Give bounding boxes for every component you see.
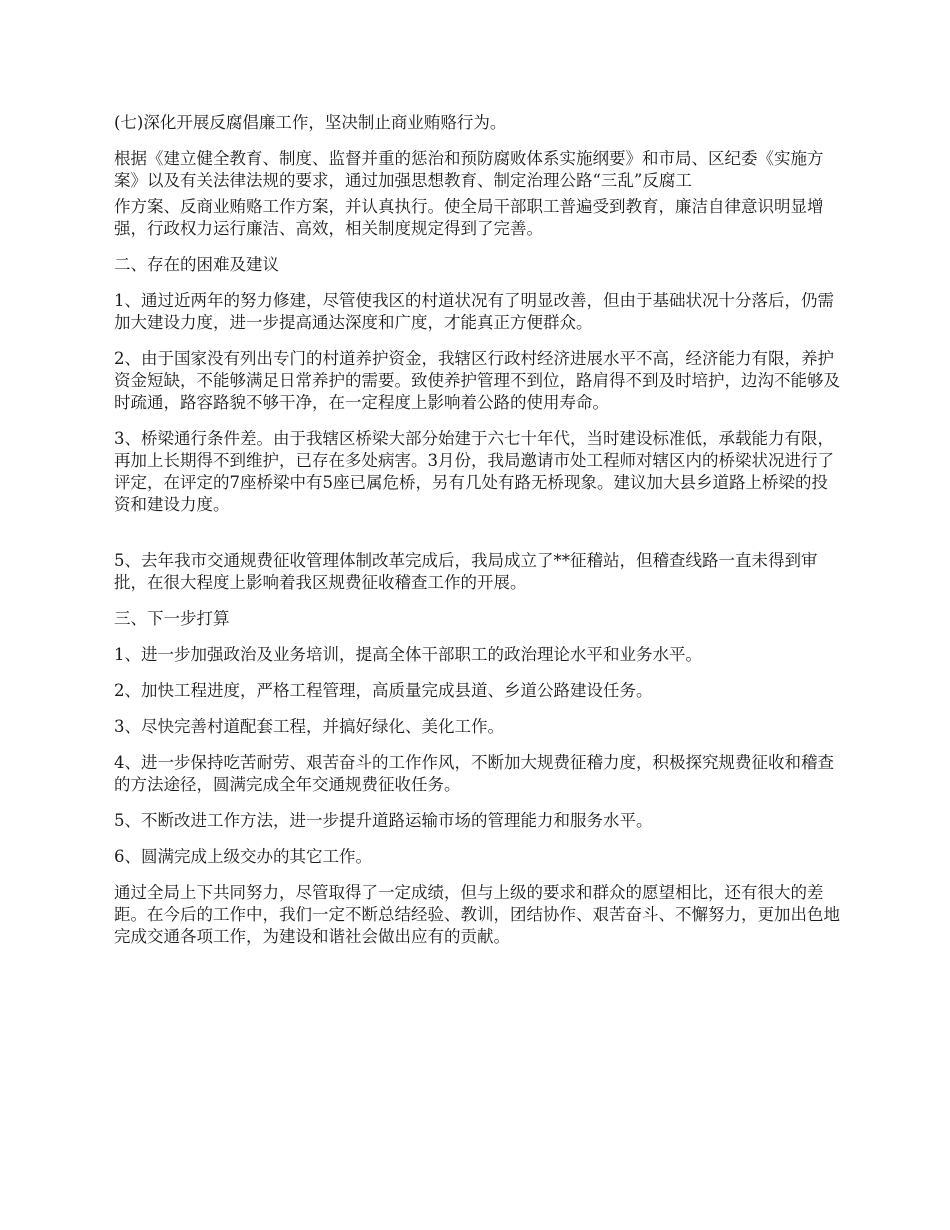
- paragraph-anticorruption-result: 作方案、反商业贿赂工作方案，并认真执行。使全局干部职工普遍受到教育，廉洁自律意识明显增强，行政权力运行廉洁、高效，相关制度规定得到了完善。: [114, 197, 824, 238]
- paragraph-conclusion: 通过全局上下共同努力，尽管取得了一定成绩，但与上级的要求和群众的愿望相比，还有很大的差距。在今后的工作中，我们一定不断总结经验、教训，团结协作、艰苦奋斗、不懈努力，更加出色地完成交通各项工作，为建设和谐社会做出应有的贡献。: [114, 883, 840, 946]
- list-item-difficulty-1: 1、通过近两年的努力修建，尽管使我区的村道状况有了明显改善，但由于基础状况十分落后，仍需加大建设力度，进一步提高通达深度和广度，才能真正方便群众。: [114, 291, 834, 332]
- list-item-difficulty-5: 5、去年我市交通规费征收管理体制改革完成后，我局成立了**征稽站，但稽查线路一直未得到审批，在很大程度上影响着我区规费征收稽查工作的开展。: [114, 551, 818, 592]
- list-item-plan-6: 6、圆满完成上级交办的其它工作。: [114, 847, 372, 866]
- document-body: [114, 112, 842, 962]
- list-item-plan-2: 2、加快工程进度，严格工程管理，高质量完成县道、乡道公路建设任务。: [114, 681, 653, 700]
- blank-gap: [114, 530, 842, 550]
- list-item-plan-4: 4、进一步保持吃苦耐劳、艰苦奋斗的工作作风，不断加大规费征稽力度，积极探究规费征收和稽查的方法途径，圆满完成全年交通规费征收任务。: [114, 753, 834, 794]
- section-heading-difficulties: 二、存在的困难及建议: [114, 255, 279, 274]
- section-heading-anticorruption: (七)深化开展反腐倡廉工作，坚决制止商业贿赂行为。: [114, 113, 507, 132]
- list-item-plan-5: 5、不断改进工作方法，进一步提升道路运输市场的管理能力和服务水平。: [114, 811, 653, 830]
- list-item-difficulty-2: 2、由于国家没有列出专门的村道养护资金，我辖区行政村经济进展水平不高，经济能力有限，养护资金短缺，不能够满足日常养护的需要。致使养护管理不到位，路肩得不到及时培护，边沟不能够及时疏通，路容路貌不够干净，在一定程度上影响着公路的使用寿命。: [114, 349, 840, 412]
- list-item-difficulty-3: 3、桥梁通行条件差。由于我辖区桥梁大部分始建于六七十年代，当时建设标准低，承载能力有限，再加上长期得不到维护，已存在多处病害。3月份，我局邀请市处工程师对辖区内的桥梁状况进行了评定，在评定的7座桥梁中有5座已属危桥，另有几处有路无桥现象。建议加大县乡道路上桥梁的投资和建设力度。: [114, 429, 834, 514]
- section-heading-next-steps: 三、下一步打算: [114, 609, 230, 628]
- list-item-plan-1: 1、进一步加强政治及业务培训，提高全体干部职工的政治理论水平和业务水平。: [114, 645, 702, 664]
- list-item-plan-3: 3、尽快完善村道配套工程，并搞好绿化、美化工作。: [114, 717, 504, 736]
- paragraph-anticorruption-basis: 根据《建立健全教育、制度、监督并重的惩治和预防腐败体系实施纲要》和市局、区纪委《实施方案》以及有关法律法规的要求，通过加强思想教育、制定治理公路“三乱”反腐工: [114, 149, 824, 190]
